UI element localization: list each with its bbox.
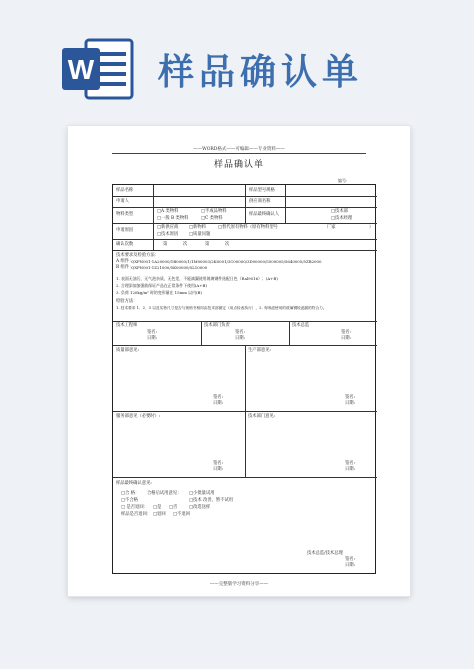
document-banner <box>0 0 474 120</box>
checkbox-class-a[interactable]: □A 类物料 <box>157 209 179 214</box>
replace-close-paren: ） <box>369 225 374 230</box>
signature-label: 签名: <box>147 330 158 335</box>
label-final-confirmer: 样品最终确认人 <box>249 212 280 217</box>
component-b-label: B 组件： <box>116 265 134 270</box>
sample-return-question: 样品是否退回： <box>121 512 152 517</box>
col-line <box>201 321 202 345</box>
count-first-prefix: 第 <box>163 242 168 247</box>
footer-note: ——完整版学习资料分享—— <box>209 582 269 587</box>
date-label: 日期: <box>345 467 356 472</box>
requirement-3: 3. 负荷 120kg/m² 时的变形量在 15mm 以内(B) <box>116 290 202 295</box>
checkbox-semi-finished[interactable]: □半成品物料 <box>201 209 227 214</box>
tech-dept-opinion: 技术部门意见: <box>248 414 276 419</box>
component-a-code: QXFN001-1A20000/1B0000/1/1M00003/2K0001/3C00000/3D00000/5500005/5640005/5ZB2000 <box>131 259 322 264</box>
label-confirm-count: 确认次数 <box>116 242 134 247</box>
signature-label: 签名: <box>213 461 224 466</box>
document-page <box>68 126 410 596</box>
checkbox-quality-issue[interactable]: □质量问题 <box>189 232 211 237</box>
label-applicant: 申请人 <box>116 199 129 204</box>
count-first-suffix: 次 <box>183 242 188 247</box>
checkbox-unqualified[interactable]: □不合格 <box>121 498 138 503</box>
col-line <box>245 345 246 477</box>
row-line <box>113 477 377 478</box>
document-title: 样品确认单 <box>213 160 264 170</box>
label-tech-engineer: 技术工程师 <box>116 323 138 328</box>
checkbox-resend-sample[interactable]: □改选送样 <box>189 505 211 510</box>
requirement-1: 1. 表面无油污，无气泡杂质，无色差，不能滴漏使用玻璃钢件选配日色（Ral9016）；(A+B) <box>116 276 278 281</box>
checkbox-return[interactable]: □退回 <box>153 512 166 517</box>
col-line <box>285 185 286 223</box>
signature-label: 签名: <box>345 557 356 562</box>
confirmation-form <box>112 184 376 574</box>
header-rule <box>112 153 366 154</box>
signature-label: 签名: <box>345 395 356 400</box>
count-second-suffix: 次 <box>225 242 230 247</box>
serial-number-label: 编号: <box>338 178 348 183</box>
date-label: 日期: <box>147 336 158 341</box>
service-dept-opinion: 服务部意见（必要时）: <box>116 414 161 419</box>
checkbox-class-b[interactable]: □一般 B 类物料 <box>157 216 189 221</box>
row-line <box>113 321 377 322</box>
date-label: 日期: <box>341 336 352 341</box>
checkbox-send-back[interactable]: □ 是否退回： <box>121 505 148 510</box>
col-line <box>245 185 246 223</box>
signature-label: 签名: <box>213 395 224 400</box>
banner-title: 样品确认单 <box>158 52 364 93</box>
checkbox-no-return[interactable]: □不退回 <box>173 512 190 517</box>
quality-dept-opinion: 质量部意见: <box>116 348 139 353</box>
label-tech-supervisor: 技术总监 <box>292 323 310 328</box>
label-sample-model: 样品型号规格 <box>249 188 275 193</box>
checkbox-qualified[interactable]: □合 格： <box>121 491 140 496</box>
checkbox-replace-material[interactable]: □替代原有物料（原有物料型号 <box>218 225 278 230</box>
checkbox-tech-manager[interactable]: □技术经理 <box>331 216 353 221</box>
checkbox-new-material[interactable]: □新物料 <box>189 225 206 230</box>
date-label: 日期: <box>213 467 224 472</box>
component-b-code: QXFN001-1Z21000/5K00000/5L10000 <box>131 265 208 270</box>
col-line <box>153 185 154 250</box>
word-icon-letter: W <box>67 54 95 85</box>
label-tech-dept-head: 技术部门负责 <box>204 323 230 328</box>
checkbox-small-batch-trial[interactable]: □小批量试用 <box>189 491 215 496</box>
checkbox-class-c[interactable]: □C 类物料 <box>201 216 223 221</box>
checkbox-no[interactable]: □否 <box>169 505 178 510</box>
qualified-trial-note: 合格后试用意见： <box>147 491 182 496</box>
component-a-label: A 组件： <box>116 259 134 264</box>
inspection-method-1: 1. 技术要求 1、2、3 以及实物尺寸是否与规格书相同由技术部测定（用点检表执行），2. 有哨滤使用的玻璃钢较滤漏的符合力。 <box>116 306 327 310</box>
requirement-2: 2. 合理添加加强筋保证产品在正常条件下使用(A+B) <box>116 283 207 288</box>
date-label: 日期: <box>213 401 224 406</box>
signature-label: 签名: <box>345 461 356 466</box>
checkbox-new-supplier[interactable]: □新供应商 <box>157 225 179 230</box>
label-factory: 厂家 <box>327 225 336 230</box>
inspection-method-title: 检验方法： <box>116 299 138 304</box>
date-label: 日期: <box>345 563 356 568</box>
final-confirmation-opinion: 样品最终确认意见: <box>116 481 152 486</box>
label-apply-reason: 申请原因 <box>116 228 134 233</box>
label-material-type: 物料类型 <box>116 212 134 217</box>
header-note: ——WORD格式——可编辑——专业资料—— <box>193 147 285 152</box>
col-line <box>289 321 290 345</box>
label-gm-signature: 技术总监/技术总理 <box>307 551 343 556</box>
production-dept-opinion: 生产部意见: <box>248 348 271 353</box>
date-label: 日期: <box>235 336 246 341</box>
word-document-icon <box>62 38 134 100</box>
date-label: 日期: <box>345 401 356 406</box>
tech-requirements-title: 技术要求及检验方法： <box>116 253 159 258</box>
signature-label: 签名: <box>235 330 246 335</box>
checkbox-yes[interactable]: □是 <box>153 505 162 510</box>
checkbox-tech-improve[interactable]: □技术 改善，暂不试用 <box>189 498 234 503</box>
label-sample-name: 样品名称 <box>116 188 134 193</box>
checkbox-tech-reason[interactable]: □技术原因 <box>157 232 179 237</box>
signature-label: 签名: <box>341 330 352 335</box>
count-second-prefix: 第 <box>205 242 210 247</box>
checkbox-tech-dept[interactable]: □技术部 <box>331 209 348 214</box>
label-supplier-name: 供应商名称 <box>249 199 271 204</box>
row-line <box>113 250 377 251</box>
